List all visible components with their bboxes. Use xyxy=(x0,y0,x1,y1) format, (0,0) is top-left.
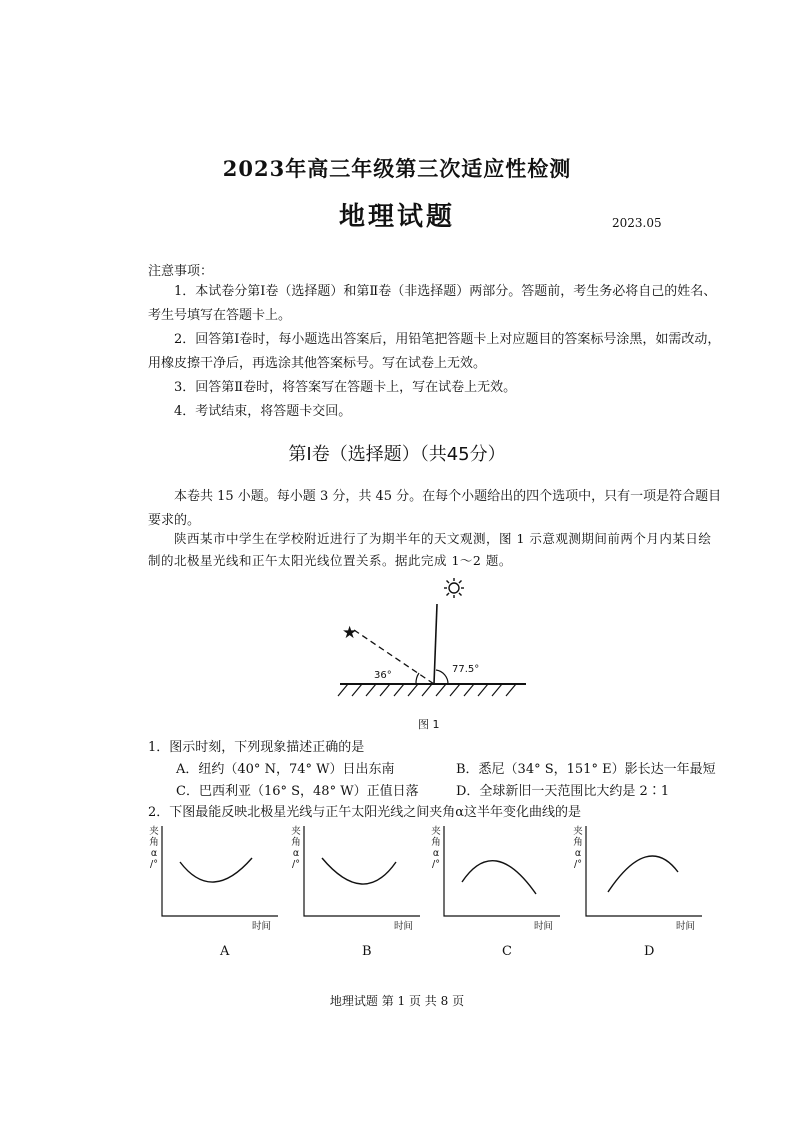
graph-option-letter[interactable]: B xyxy=(362,944,372,959)
subject-title: 地理试题 xyxy=(338,202,455,232)
graph-ylabel-char: 夹 xyxy=(149,826,159,837)
graph-ylabel-char: α xyxy=(150,848,158,859)
graph-axes xyxy=(442,822,572,922)
graph-axes xyxy=(302,822,432,922)
notice-item-4: 4．考试结束，将答题卡交回。 xyxy=(174,404,352,419)
q1-option-c: C．巴西利亚（16° S，48° W）正值日落 xyxy=(176,784,419,799)
angle-label-left: 36° xyxy=(374,670,392,681)
graph-option-letter[interactable]: C xyxy=(502,944,512,959)
graph-ylabel-char: /° xyxy=(432,859,440,870)
graph-axes xyxy=(160,822,290,922)
graph-curve xyxy=(608,856,678,892)
graph-option-letter[interactable]: D xyxy=(644,944,655,959)
graph-xlabel: 时间 xyxy=(534,921,554,932)
graph-curve xyxy=(322,858,396,884)
section-title: 第Ⅰ卷（选择题）（共45分） xyxy=(288,444,506,465)
graph-ylabel-char: α xyxy=(574,848,582,859)
figure-1-diagram xyxy=(330,572,540,714)
q1-option-b: B．悉尼（34° S，151° E）影长达一年最短 xyxy=(456,762,716,777)
q1-option-d: D．全球新旧一天范围比大约是 2∶1 xyxy=(456,784,670,799)
page-footer: 地理试题 第 1 页 共 8 页 xyxy=(329,994,465,1008)
graph-ylabel xyxy=(572,826,584,870)
graph-ylabel xyxy=(148,826,160,870)
exam-date: 2023.05 xyxy=(612,216,662,230)
notice-item-3: 3．回答第Ⅱ卷时，将答案写在答题卡上，写在试卷上无效。 xyxy=(174,380,517,395)
graph-ylabel-char: 角 xyxy=(431,837,441,848)
sun-icon xyxy=(444,578,464,598)
notice-item-1: 1．本试卷分第Ⅰ卷（选择题）和第Ⅱ卷（非选择题）两部分。答题前，考生务必将自己的姓名、考生号填写在答题卡上。 xyxy=(148,284,717,323)
angle-label-right: 77.5° xyxy=(452,664,480,675)
graph-ylabel-char: /° xyxy=(150,859,158,870)
notice-item-2: 2．回答第Ⅰ卷时，每小题选出答案后，用铅笔把答题卡上对应题目的答案标号涂黑，如需改动，用橡皮擦干净后，再选涂其他答案标号。写在试卷上无效。 xyxy=(148,332,721,371)
question-1-stem: 1．图示时刻，下列现象描述正确的是 xyxy=(148,740,365,755)
graph-ylabel xyxy=(430,826,442,870)
graph-ylabel-char: /° xyxy=(292,859,300,870)
graph-xlabel: 时间 xyxy=(252,921,272,932)
graph-ylabel-char: α xyxy=(432,848,440,859)
graph-d xyxy=(572,822,712,932)
graph-xlabel: 时间 xyxy=(676,921,696,932)
graph-axis-lines xyxy=(304,826,420,916)
graph-option-letter[interactable]: A xyxy=(220,944,230,959)
graph-ylabel-char: 夹 xyxy=(573,826,583,837)
graph-b xyxy=(290,822,430,932)
graph-ylabel-char: 角 xyxy=(149,837,159,848)
graph-axis-lines xyxy=(444,826,560,916)
question-2-stem: 2．下图最能反映北极星光线与正午太阳光线之间夹角α这半年变化曲线的是 xyxy=(148,805,582,820)
graph-curve xyxy=(462,861,536,894)
graph-a xyxy=(148,822,288,932)
graph-c xyxy=(430,822,570,932)
graph-axis-lines xyxy=(162,826,278,916)
question-stem-intro: 陕西某市中学生在学校附近进行了为期半年的天文观测，图 1 示意观测期间前两个月内某日绘制的北极星光线和正午太阳光线位置关系。据此完成 1～2 题。 xyxy=(148,531,712,568)
graph-ylabel xyxy=(290,826,302,870)
graph-ylabel-char: 夹 xyxy=(291,826,301,837)
graph-ylabel-char: 角 xyxy=(291,837,301,848)
figure-caption: 图 1 xyxy=(418,718,440,731)
graph-xlabel: 时间 xyxy=(394,921,414,932)
graph-ylabel-char: 夹 xyxy=(431,826,441,837)
graph-ylabel-char: α xyxy=(292,848,300,859)
graph-curve xyxy=(180,858,252,882)
q1-option-a: A．纽约（40° N，74° W）日出东南 xyxy=(176,762,395,777)
graph-axis-lines xyxy=(586,826,702,916)
exam-title: 2023年高三年级第三次适应性检测 xyxy=(222,156,572,181)
notice-heading: 注意事项： xyxy=(148,264,214,279)
section-intro: 本卷共 15 小题。每小题 3 分，共 45 分。在每个小题给出的四个选项中，只有一项是符合题目要求的。 xyxy=(148,489,722,528)
graph-ylabel-char: 角 xyxy=(573,837,583,848)
graph-axes xyxy=(584,822,714,922)
graph-ylabel-char: /° xyxy=(574,859,582,870)
star-icon: ★ xyxy=(342,623,358,643)
